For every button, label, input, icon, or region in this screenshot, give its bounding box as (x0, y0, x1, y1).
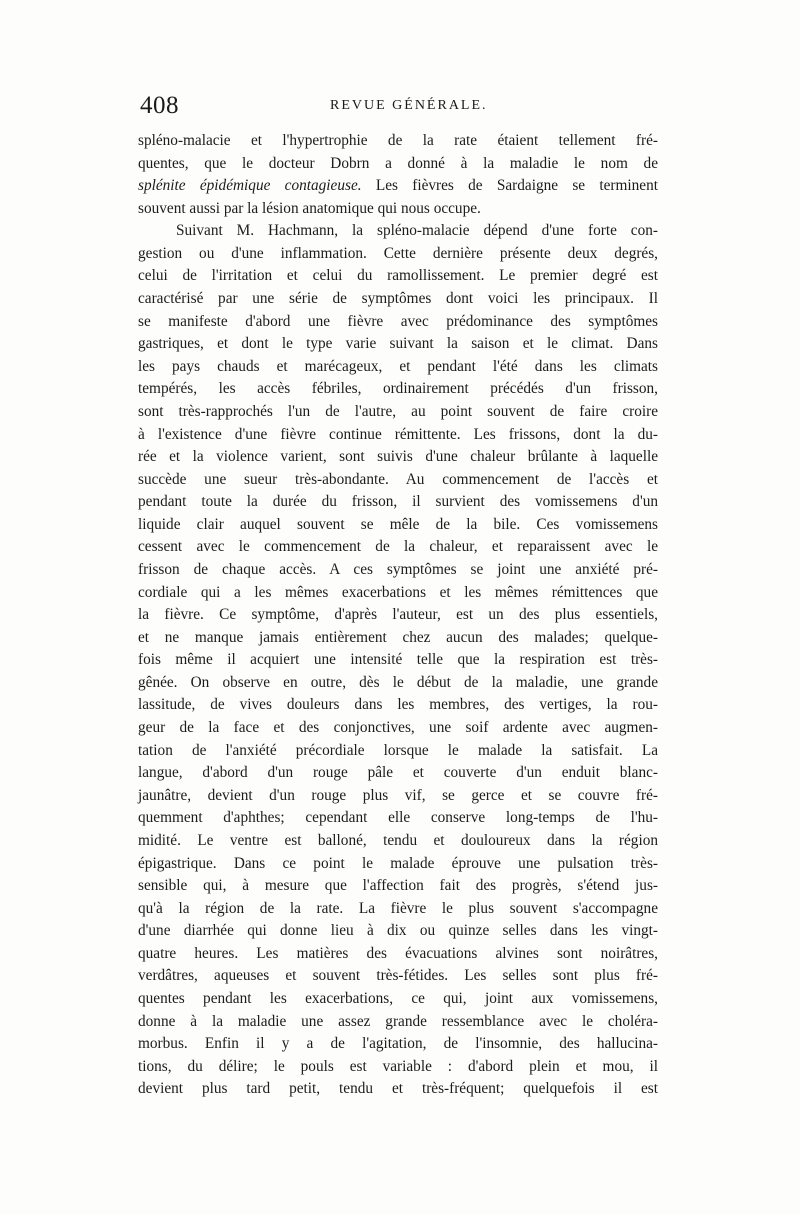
italic-term: splénite épidémique contagieuse. (138, 177, 362, 195)
text-line: fois même il acquiert une intensité telle que la respiration est très- (138, 651, 658, 669)
text-line: midité. Le ventre est balloné, tendu et douloureux dans la région (138, 831, 658, 849)
text-line: devient plus tard petit, tendu et très-fréquent; quelquefois il est (138, 1080, 658, 1098)
text-line: succède une sueur très-abondante. Au commencement de l'accès et (138, 470, 658, 488)
text-line: sensible qui, à mesure que l'affection fait des progrès, s'étend jus- (138, 877, 658, 895)
page-number: 408 (140, 92, 179, 119)
text-line: Suivant M. Hachmann, la spléno-malacie dépend d'une forte con- (176, 222, 658, 240)
text-line: gestion ou d'une inflammation. Cette dernière présente deux degrés, (138, 244, 658, 262)
text-line: morbus. Enfin il y a de l'agitation, de l'insomnie, des hallucina- (138, 1035, 658, 1053)
text-line: cordiale qui a les mêmes exacerbations et les mêmes rémittences que (138, 583, 658, 601)
text-line: celui de l'irritation et celui du ramollissement. Le premier degré est (138, 267, 658, 285)
text-line: frisson de chaque accès. A ces symptômes se joint une anxiété pré- (138, 560, 658, 578)
text-line: gastriques, et dont le type varie suivant la saison et le climat. Dans (138, 335, 658, 353)
text-line: les pays chauds et marécageux, et pendant l'été dans les climats (138, 357, 658, 375)
text-line: à l'existence d'une fièvre continue rémittente. Les frissons, dont la du- (138, 425, 658, 443)
text-line: liquide clair auquel souvent se mêle de la bile. Ces vomissemens (138, 515, 658, 533)
text-line: gênée. On observe en outre, dès le début de la maladie, une grande (138, 673, 658, 691)
text-line: d'une diarrhée qui donne lieu à dix ou quinze selles dans les vingt- (138, 922, 658, 940)
text-line: se manifeste d'abord une fièvre avec prédominance des symptômes (138, 312, 658, 330)
text-line: caractérisé par une série de symptômes dont voici les principaux. Il (138, 290, 658, 308)
text-line: jaunâtre, devient d'un rouge plus vif, se gerce et se couvre fré- (138, 786, 658, 804)
text-line: souvent aussi par la lésion anatomique qui nous occupe. (138, 199, 481, 217)
text-line: quemment d'aphthes; cependant elle conserve long-temps de l'hu- (138, 809, 658, 827)
text-line: tions, du délire; le pouls est variable : d'abord plein et mou, il (138, 1057, 658, 1075)
text-line: cessent avec le commencement de la chaleur, et reparaissent avec le (138, 538, 658, 556)
text-line: geur de la face et des conjonctives, une soif ardente avec augmen- (138, 719, 658, 737)
text-line: pendant toute la durée du frisson, il survient des vomissemens d'un (138, 493, 658, 511)
text-line: rée et la violence varient, sont suivis d'une chaleur brûlante à laquelle (138, 448, 658, 466)
text-line: langue, d'abord d'un rouge pâle et couverte d'un enduit blanc- (138, 764, 658, 782)
text-line: tempérés, les accès fébriles, ordinairement précédés d'un frisson, (138, 380, 658, 398)
text-line: quentes pendant les exacerbations, ce qui, joint aux vomissemens, (138, 989, 658, 1007)
text-line: verdâtres, aqueuses et souvent très-fétides. Les selles sont plus fré- (138, 967, 658, 985)
text-line: splénite épidémique contagieuse. Les fièvres de Sardaigne se terminent (138, 177, 658, 195)
text-line: la fièvre. Ce symptôme, d'après l'auteur, est un des plus essentiels, (138, 606, 658, 624)
running-head: REVUE GÉNÉRALE. (330, 98, 488, 113)
text-line: spléno-malacie et l'hypertrophie de la rate étaient tellement fré- (138, 132, 658, 149)
body-text (138, 130, 658, 1101)
text-line: et ne manque jamais entièrement chez aucun des malades; quelque- (138, 628, 658, 646)
text-line: qu'à la région de la rate. La fièvre le plus souvent s'accompagne (138, 899, 658, 917)
text-line: donne à la maladie une assez grande ressemblance avec le choléra- (138, 1012, 658, 1030)
text-line: quentes, que le docteur Dobrn a donné à la maladie le nom de (138, 154, 658, 172)
text-line: lassitude, de vives douleurs dans les membres, des vertiges, la rou- (138, 696, 658, 714)
text-line: épigastrique. Dans ce point le malade éprouve une pulsation très- (138, 854, 658, 872)
text-line: tation de l'anxiété précordiale lorsque le malade la satisfait. La (138, 741, 658, 759)
text-line: sont très-rapprochés l'un de l'autre, au point souvent de faire croire (138, 402, 658, 420)
page-header (140, 92, 660, 122)
text-line: quatre heures. Les matières des évacuations alvines sont noirâtres, (138, 944, 658, 962)
